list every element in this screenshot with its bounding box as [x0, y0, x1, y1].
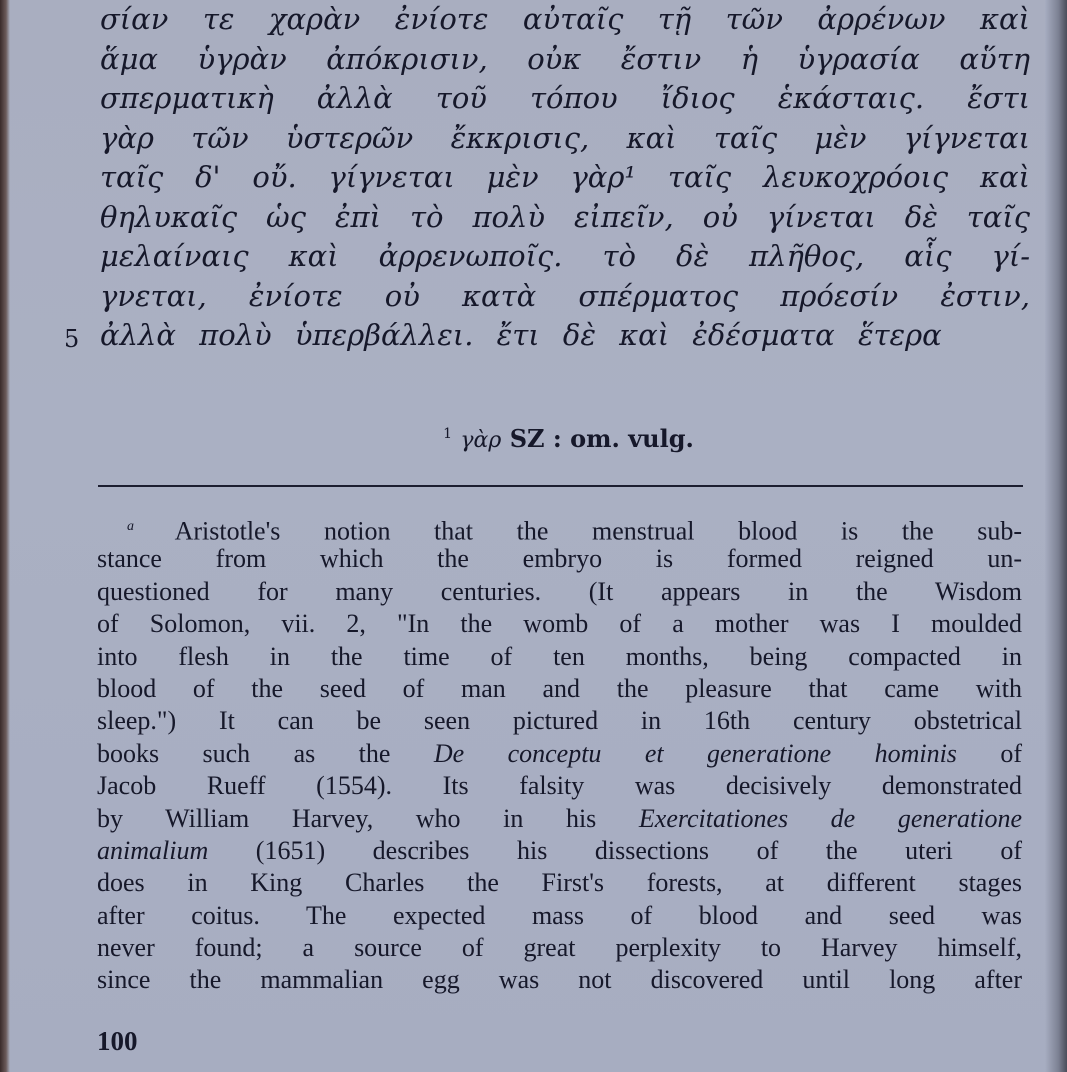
footnote-text: into flesh in the time of ten months, being compacted in	[97, 641, 1022, 671]
footnote-text: stance from which the embryo is formed reigned un-	[97, 544, 1022, 574]
apparatus-text: SZ : om. vulg.	[509, 424, 694, 453]
line-number: 5	[64, 325, 80, 353]
greek-line: ἅμα ὑγρὰν ἀπόκρισιν, οὐκ ἔστιν ἡ ὑγρασία αὕτη	[100, 41, 1030, 76]
footnote-block	[97, 511, 1022, 997]
page-number: 100	[97, 1026, 138, 1056]
page-right-edge	[1045, 0, 1067, 1072]
footnote-text: sleep.") It can be seen pictured in 16th century obstetrical	[97, 706, 1022, 736]
footnote-line	[97, 964, 1022, 996]
footnote-line	[97, 803, 1022, 835]
footnote-line	[97, 932, 1022, 964]
footnote-line	[97, 543, 1022, 575]
footnote-text: never found; a source of great perplexity to Harvey himself,	[97, 933, 1022, 963]
footnote-text: since the mammalian egg was not discovered until long after	[97, 965, 1022, 995]
italic-title: Exercitationes de generatione	[638, 803, 1022, 833]
footnote-line	[97, 835, 1022, 867]
footnote-line	[97, 641, 1022, 673]
greek-line: γὰρ τῶν ὑστερῶν ἔκκρισις, καὶ ταῖς μὲν γίγνεται	[100, 120, 1030, 155]
greek-line: γνεται, ἐνίοτε οὐ κατὰ σπέρματος πρόεσίν ἐστιν,	[100, 278, 1030, 313]
footnote-text: does in King Charles the First's forests, at different stages	[97, 868, 1022, 898]
footnote-text: blood of the seed of man and the pleasure that came with	[97, 673, 1022, 703]
footnote-line	[97, 608, 1022, 640]
footnote-divider	[98, 485, 1023, 487]
footnote-text: Aristotle's notion that the menstrual blood is the sub-	[174, 516, 1023, 546]
footnote-line	[97, 900, 1022, 932]
greek-line: θηλυκαῖς ὡς ἐπὶ τὸ πολὺ εἰπεῖν, οὐ γίνεται δὲ ταῖς	[100, 199, 1030, 234]
footnote-line	[97, 867, 1022, 899]
greek-line: μελαίναις καὶ ἀρρενωποῖς. τὸ δὲ πλῆθος, αἷς γί-	[100, 239, 1030, 273]
greek-line: ταῖς δ' οὔ. γίγνεται μὲν γὰρ¹ ταῖς λευκοχρόοις καὶ	[100, 160, 1030, 194]
italic-title: De conceptu et generatione hominis	[433, 738, 957, 768]
footnote-line	[97, 738, 1022, 770]
footnote-line	[97, 673, 1022, 705]
footnote-text: of	[956, 738, 1023, 768]
footnote-marker: a	[127, 519, 175, 534]
greek-line: σίαν τε χαρὰν ἐνίοτε αὐταῖς τῇ τῶν ἀρρένων καὶ	[100, 2, 1030, 36]
greek-line: ἀλλὰ πολὺ ὑπερβάλλει. ἔτι δὲ καὶ ἐδέσματα ἕτερα	[100, 318, 942, 352]
critical-apparatus	[0, 424, 1067, 453]
footnote-line	[97, 576, 1022, 608]
footnote-text: of Solomon, vii. 2, "In the womb of a mother was I moulded	[97, 609, 1022, 639]
footnote-text: Jacob Rueff (1554). Its falsity was decisively demonstrated	[97, 771, 1022, 801]
footnote-line	[97, 511, 1023, 546]
page-left-edge	[0, 0, 10, 1072]
footnote-line	[97, 770, 1022, 802]
italic-title: animalium	[97, 835, 209, 865]
footnote-text: (1651) describes his dissections of the uteri of	[208, 835, 1022, 865]
footnote-text: questioned for many centuries. (It appears in the Wisdom	[97, 576, 1022, 606]
greek-line: σπερματικὴ ἀλλὰ τοῦ τόπου ἴδιος ἑκάσταις. ἔστι	[100, 81, 1030, 115]
footnote-text: books such as the	[97, 738, 434, 768]
footnote-text: after coitus. The expected mass of blood and seed was	[97, 900, 1022, 930]
footnote-line	[97, 705, 1022, 737]
footnote-text: by William Harvey, who in his	[97, 803, 639, 833]
greek-text-block	[100, 0, 1030, 356]
apparatus-lemma: γὰρ	[460, 428, 502, 453]
apparatus-marker: 1	[443, 426, 453, 442]
